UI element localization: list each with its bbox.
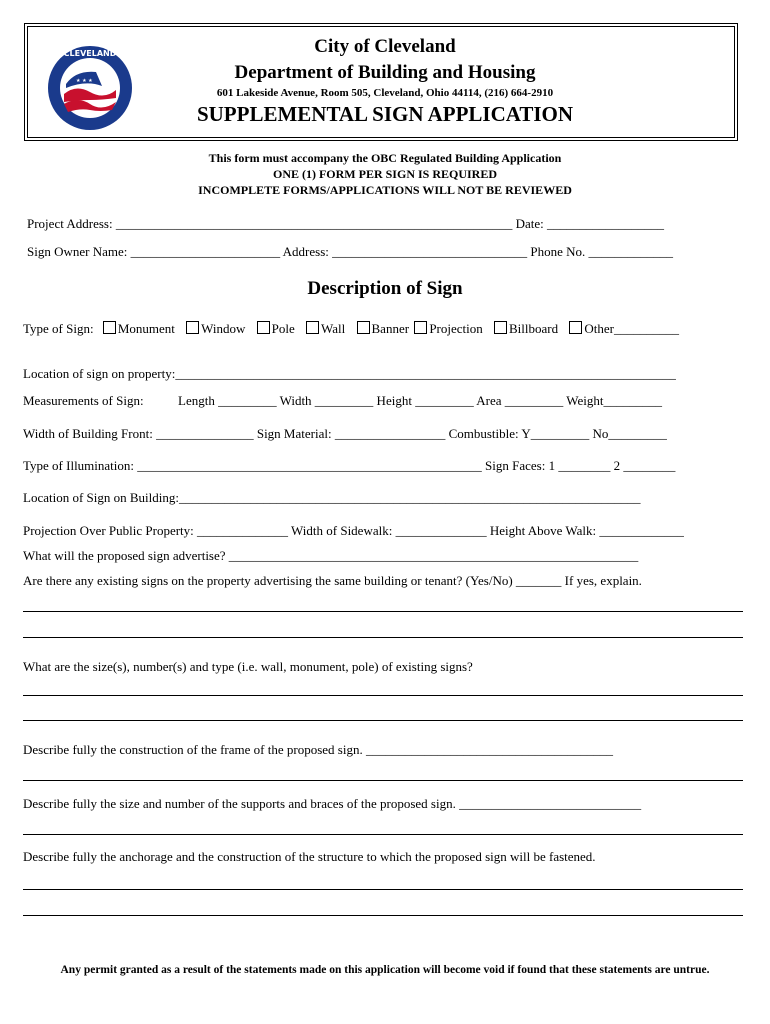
answer-line[interactable] [23, 889, 743, 890]
section-title: Description of Sign [307, 278, 463, 299]
header-address: 601 Lakeside Avenue, Room 505, Cleveland, Ohio 44114, (216) 664-2910 [216, 87, 554, 99]
answer-line[interactable] [23, 834, 743, 835]
frame-line[interactable]: Describe fully the construction of the frame of the proposed sign. ______________________________________ [23, 742, 613, 757]
answer-line[interactable] [23, 637, 743, 638]
projection-line[interactable]: Projection Over Public Property: ______________ Width of Sidewalk: ______________ Height Above Walk: _____________ [23, 523, 684, 538]
option-banner[interactable]: Banner [357, 321, 410, 337]
existing-signs-line[interactable]: Are there any existing signs on the property advertising the same building or tenant? (Yes/No) _______ If yes, explain. [23, 573, 642, 588]
option-window[interactable]: Window [186, 321, 245, 337]
answer-line[interactable] [23, 695, 743, 696]
checkbox[interactable] [357, 321, 370, 334]
answer-line[interactable] [23, 611, 743, 612]
option-monument[interactable]: Monument [103, 321, 175, 337]
checkbox[interactable] [186, 321, 199, 334]
notice-1: This form must accompany the OBC Regulated Building Application [208, 151, 562, 165]
supports-line[interactable]: Describe fully the size and number of the supports and braces of the proposed sign. ____________________________ [23, 796, 642, 811]
option-projection[interactable]: Projection [414, 321, 482, 337]
checkbox[interactable] [103, 321, 116, 334]
checkbox[interactable] [569, 321, 582, 334]
width-front-line[interactable]: Width of Building Front: _______________ Sign Material: _________________ Combustible: Y_________ No_________ [23, 426, 667, 441]
type-of-sign-label: Type of Sign: [23, 321, 94, 336]
svg-text:CLEVELAND: CLEVELAND [63, 49, 117, 58]
footer-disclaimer: Any permit granted as a result of the statements made on this application will become void if found that these statements are untrue. [60, 964, 710, 976]
size-existing-question: What are the size(s), number(s) and type (i.e. wall, monument, pole) of existing signs? [23, 659, 473, 674]
answer-line[interactable] [23, 915, 743, 916]
answer-line[interactable] [23, 720, 743, 721]
form-title: SUPPLEMENTAL SIGN APPLICATION [196, 102, 574, 126]
header-city: City of Cleveland [314, 36, 456, 57]
option-pole[interactable]: Pole [257, 321, 295, 337]
checkbox[interactable] [494, 321, 507, 334]
option-other[interactable]: Other__________ [569, 321, 679, 337]
svg-text:★ ★ ★: ★ ★ ★ [76, 78, 93, 84]
checkbox[interactable] [306, 321, 319, 334]
type-of-sign-row [23, 321, 687, 337]
answer-line[interactable] [23, 780, 743, 781]
option-billboard[interactable]: Billboard [494, 321, 558, 337]
checkbox[interactable] [414, 321, 427, 334]
location-line[interactable]: Location of sign on property:_____________________________________________________________________________ [23, 366, 676, 381]
measurements-label: Measurements of Sign: [23, 393, 144, 408]
location-building-line[interactable]: Location of Sign on Building:_______________________________________________________________________ [23, 490, 641, 505]
advertise-line[interactable]: What will the proposed sign advertise? _______________________________________________________________ [23, 548, 639, 563]
project-address-line[interactable]: Project Address: _____________________________________________________________ Date: __________________ [27, 216, 664, 231]
header-department: Department of Building and Housing [234, 62, 536, 83]
notice-2: ONE (1) FORM PER SIGN IS REQUIRED [272, 167, 497, 181]
option-wall[interactable]: Wall [306, 321, 345, 337]
illumination-line[interactable]: Type of Illumination: _____________________________________________________ Sign Faces: 1 ________ 2 ________ [23, 458, 676, 473]
notice-3: INCOMPLETE FORMS/APPLICATIONS WILL NOT BE REVIEWED [198, 183, 572, 197]
measurements-line[interactable]: Length _________ Width _________ Height _________ Area _________ Weight_________ [178, 393, 662, 408]
owner-line[interactable]: Sign Owner Name: _______________________ Address: ______________________________ Phone No. _____________ [27, 244, 674, 259]
anchorage-question: Describe fully the anchorage and the construction of the structure to which the proposed sign will be fastened. [23, 849, 596, 864]
checkbox[interactable] [257, 321, 270, 334]
